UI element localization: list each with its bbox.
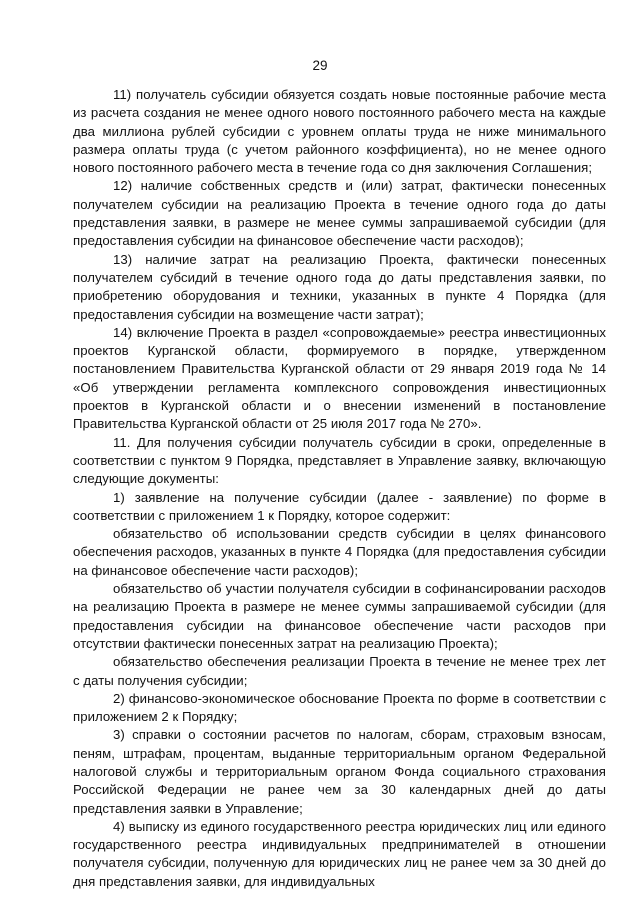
paragraph-item-13: 13) наличие затрат на реализацию Проекта, фактически понесенных получателем субсидий в течение одного года до даты представления заявки, по приобретению оборудования и техники, указанных в пункте 4 Порядка (для предоставления субсидии на возмещение части затрат); xyxy=(73,251,606,322)
paragraph-obligation-implementation: обязательство обеспечения реализации Проекта в течение не менее трех лет с даты получения субсидии; xyxy=(73,654,606,688)
document-body xyxy=(73,86,606,891)
page-number: 29 xyxy=(312,58,328,73)
paragraph-doc-2: 2) финансово-экономическое обоснование Проекта по форме в соответствии с приложением 2 к Порядку; xyxy=(73,690,606,725)
paragraph-item-14: 14) включение Проекта в раздел «сопровождаемые» реестра инвестиционных проектов Курганской области, формируемого в порядке, утвержденном постановлением Правительства Курганской области от 29 января 2019 года № 14 «Об утверждении регламента комплексного сопровождения инвестиционных проектов в Курганской области и о внесении изменений в постановление Правительства Курганской области от 25 июля 2017 года № 270». xyxy=(73,324,606,432)
paragraph-item-12: 12) наличие собственных средств и (или) затрат, фактически понесенных получателем субсидии на реализацию Проекта в течение одного года до даты представления заявки, в размере не менее суммы запрашиваемой субсидии (для предоставления субсидии на финансовое обеспечение части расходов); xyxy=(73,178,606,249)
paragraph-item-11: 11) получатель субсидии обязуется создать новые постоянные рабочие места из расчета создания не менее одного нового постоянного рабочего места на каждые два миллиона рублей субсидии с уровнем оплаты труда не ниже минимального размера оплаты труда (с учетом районного коэффициента), но не менее одного нового постоянного рабочего места в течение года со дня заключения Соглашения; xyxy=(73,87,606,176)
paragraph-section-11: 11. Для получения субсидии получатель субсидии в сроки, определенные в соответствии с пунктом 9 Порядка, представляет в Управление заявку, включающую следующие документы: xyxy=(73,434,606,487)
paragraph-doc-3: 3) справки о состоянии расчетов по налогам, сборам, страховым взносам, пеням, штрафам, процентам, выданные территориальным органом Федеральной налоговой службы и территориальным органом Фонда социального страхования Российской Федерации не ранее чем за 30 календарных дней до даты представления заявки в Управление; xyxy=(73,727,606,816)
paragraph-doc-1: 1) заявление на получение субсидии (далее - заявление) по форме в соответствии с приложением 1 к Порядку, которое содержит: xyxy=(73,489,606,523)
paragraph-doc-4: 4) выписку из единого государственного реестра юридических лиц или единого государственного реестра индивидуальных предпринимателей в отношении получателя субсидии, полученную для юридических лиц не ранее чем за 30 дней до дня представления заявки, для индивидуальных xyxy=(73,818,606,889)
paragraph-obligation-cofinancing: обязательство об участии получателя субсидии в софинансировании расходов на реализацию Проекта в размере не менее суммы запрашиваемой субсидии (для предоставления субсидии на финансовое обеспечение части расходов при отсутствии фактически понесенных затрат на реализацию Проекта); xyxy=(73,581,606,651)
paragraph-obligation-use: обязательство об использовании средств субсидии в целях финансового обеспечения расходов, указанных в пункте 4 Порядка (для предоставления субсидии на финансовое обеспечение части расходов); xyxy=(73,526,606,578)
